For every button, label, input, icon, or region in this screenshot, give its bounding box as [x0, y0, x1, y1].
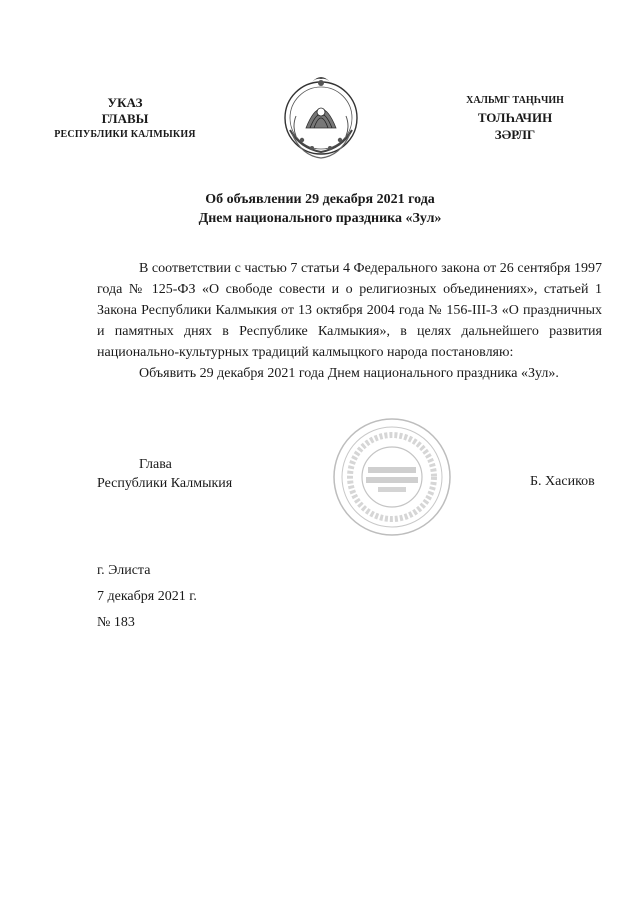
header-left-line2: ГЛАВЫ — [101, 111, 149, 126]
body-paragraph-1: В соответствии с частью 7 статьи 4 Федерального закона от 26 сентября 1997 года № 125-ФЗ «О свободе совести и о религиозных объединениях», статьей 1 Закона Республики Калмыкия от 13 октября 2004 года № 156-III-З «О праздничных и памятных днях в Республике Калмыкия», в целях дальнейшего развития национально-культурных традиций калмыцкого народа постановляю: — [97, 261, 602, 360]
position-line1: Глава — [139, 457, 172, 472]
signatory-name: Б. Хасиков — [530, 474, 595, 489]
header-left-russian — [40, 95, 210, 143]
decree-number: № 183 — [97, 615, 135, 630]
decree-meta — [97, 558, 197, 636]
decree-body — [97, 258, 602, 384]
header-right-line2: ТОЛҺАЧИН — [477, 110, 553, 125]
decree-city: г. Элиста — [97, 563, 151, 578]
official-seal-stamp-icon — [330, 415, 455, 540]
decree-date: 7 декабря 2021 г. — [97, 589, 197, 604]
decree-title — [100, 190, 540, 228]
coat-of-arms-kalmykia-icon — [282, 70, 360, 162]
position-line2: Республики Калмыкия — [97, 476, 233, 491]
header-right-line1: ХАЛЬМГ ТАҢҺЧИН — [466, 95, 564, 106]
signature-position — [97, 455, 232, 493]
header-left-line3: РЕСПУБЛИКИ КАЛМЫКИЯ — [54, 129, 196, 140]
header-right-line3: ЗӘРЛГ — [494, 127, 536, 142]
title-line2: Днем национального праздника «Зул» — [198, 211, 442, 226]
header-right-kalmyk — [430, 92, 600, 143]
body-paragraph-2: Объявить 29 декабря 2021 года Днем национального праздника «Зул». — [139, 366, 559, 381]
title-line1: Об объявлении 29 декабря 2021 года — [205, 192, 435, 207]
header-left-line1: УКАЗ — [107, 95, 143, 110]
